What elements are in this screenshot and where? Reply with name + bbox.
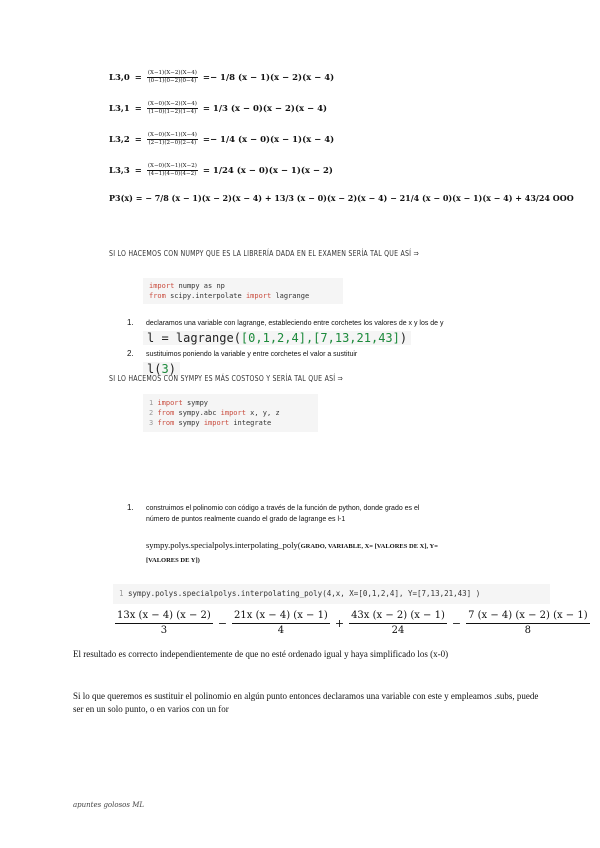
step-number: 2. [127, 349, 134, 358]
lagrange-row-2: L3,2 = $\frac{(X-0)(X-1)(X-4)}{(2-1)(2-0)(2-4)}$ =− 1/4 (x − 0)(x − 1)(x − 4) [109, 132, 335, 146]
polynomial-expression: − 7/8 (x − 1)(x − 2)(x − 4) + 13/3 (x − 0)(x − 2)(x − 4) − 21/4 (x − 0)(x − 1)(x − 4) + 43/24 OOO [145, 193, 574, 203]
result-term-1: 13x (x − 4) (x − 2) 3 [117, 610, 211, 636]
step-number: 1. [127, 503, 134, 512]
result-term-2: $\frac{21x (x - 4) (x - 1)}{4}$ [234, 610, 328, 636]
step-number: 1. [127, 318, 134, 327]
basis-fraction: $\frac{(X-0)(X-2)(X-4)}{(1-0)(1-2)(1-4)}$ [147, 101, 197, 115]
sympy-heading: SI LO HACEMOS CON SYMPY ES MÁS COSTOSO Y SERÍA TAL QUE ASÍ ⇒ [109, 374, 344, 383]
sympy-step-line1: construimos el polinomio con código a través de la función de python, donde grado es el [146, 503, 420, 512]
basis-fraction: $\frac{(X-0)(X-1)(X-2)}{(4-1)(4-0)(4-2)}$ [147, 163, 197, 177]
lagrange-row-0: L3,0 = $\frac{(X-1)(X-2)(X-4)}{(0-1)(0-2)(0-4)}$ =− 1/8 (x − 1)(x − 2)(x − 4) [109, 70, 335, 84]
basis-result: =− 1/4 (x − 0)(x − 1)(x − 4) [202, 134, 335, 145]
lagrange-eval-code: l(3) [143, 362, 180, 376]
basis-label: L3,0 [109, 72, 130, 83]
basis-label: L3,3 [109, 165, 130, 176]
lagrange-row-3: L3,3 = $\frac{(X-0)(X-1)(X-2)}{(4-1)(4-0)(4-2)}$ = 1/24 (x − 0)(x − 1)(x − 2) [109, 163, 333, 177]
basis-fraction: $\frac{(X-0)(X-1)(X-4)}{(2-1)(2-0)(2-4)}$ [147, 132, 197, 146]
numpy-heading: SI LO HACEMOS CON NUMPY QUE ES LA LIBRERÍA DADA EN EL EXAMEN SERÍA TAL QUE ASÍ ⇒ [109, 249, 419, 258]
interpolation-result: 13x (x − 4) (x − 2) 3 − $\frac{21x (x - 4) (x - 1)}{4}$ + $\frac{43x (x - 2) (x - 1)}{24}$ − $\frac{7 (x - 4) (x - 2) (x - 1)}{8}$ [117, 610, 588, 636]
basis-result: =− 1/8 (x − 1)(x − 2)(x − 4) [202, 72, 335, 83]
result-term-3: $\frac{43x (x - 2) (x - 1)}{24}$ [351, 610, 445, 636]
lagrange-polynomial [109, 193, 574, 203]
sympy-function-description: sympy.polys.specialpolys.interpolating_poly(GRADO, VARIABLE, X= [VALORES DE X], Y= [VALORES DE Y]) [146, 540, 438, 564]
basis-label: L3,2 [109, 134, 130, 145]
numpy-step-2: sustituimos poniendo la variable y entre corchetes el valor a sustituir [146, 349, 358, 358]
result-term-4: $\frac{7 (x - 4) (x - 2) (x - 1)}{8}$ [468, 610, 588, 636]
signature: apuntes golosos ML [73, 801, 145, 809]
basis-label: L3,1 [109, 103, 130, 114]
lagrange-row-1: L3,1 = $\frac{(X-0)(X-2)(X-4)}{(1-0)(1-2)(1-4)}$ = 1/3 (x − 0)(x − 2)(x − 4) [109, 101, 328, 115]
numpy-step-1: declaramos una variable con lagrange, estableciendo entre corchetes los valores de x y los de y [146, 318, 444, 327]
sympy-step-line2: número de puntos realmente cuando el grado de lagrange es l-1 [146, 514, 346, 523]
numpy-import-code: import numpy as np from scipy.interpolate import lagrange [143, 278, 343, 304]
polynomial-label: P3(x) = [109, 193, 143, 203]
subs-note-paragraph: Si lo que queremos es sustituir el polinomio en algún punto entonces declaramos una variable con este y empleamos .subs, puede ser en un solo punto, o en varios con un for [73, 691, 539, 714]
basis-fraction: $\frac{(X-1)(X-2)(X-4)}{(0-1)(0-2)(0-4)}$ [147, 70, 197, 84]
sympy-import-code: 1 import sympy 2 from sympy.abc import x, y, z 3 from sympy import integrate [143, 394, 318, 432]
basis-result: = 1/24 (x − 0)(x − 1)(x − 2) [202, 165, 333, 176]
result-note-paragraph: El resultado es correcto independientemente de que no esté ordenado igual y haya simplificado los (x-0) [73, 649, 449, 659]
lagrange-call-code: l = lagrange([0,1,2,4],[7,13,21,43]) [143, 331, 411, 345]
interpolating-poly-code: 1 sympy.polys.specialpolys.interpolating_poly(4,x, X=[0,1,2,4], Y=[7,13,21,43] ) [113, 584, 550, 604]
basis-result: = 1/3 (x − 0)(x − 2)(x − 4) [202, 103, 328, 114]
